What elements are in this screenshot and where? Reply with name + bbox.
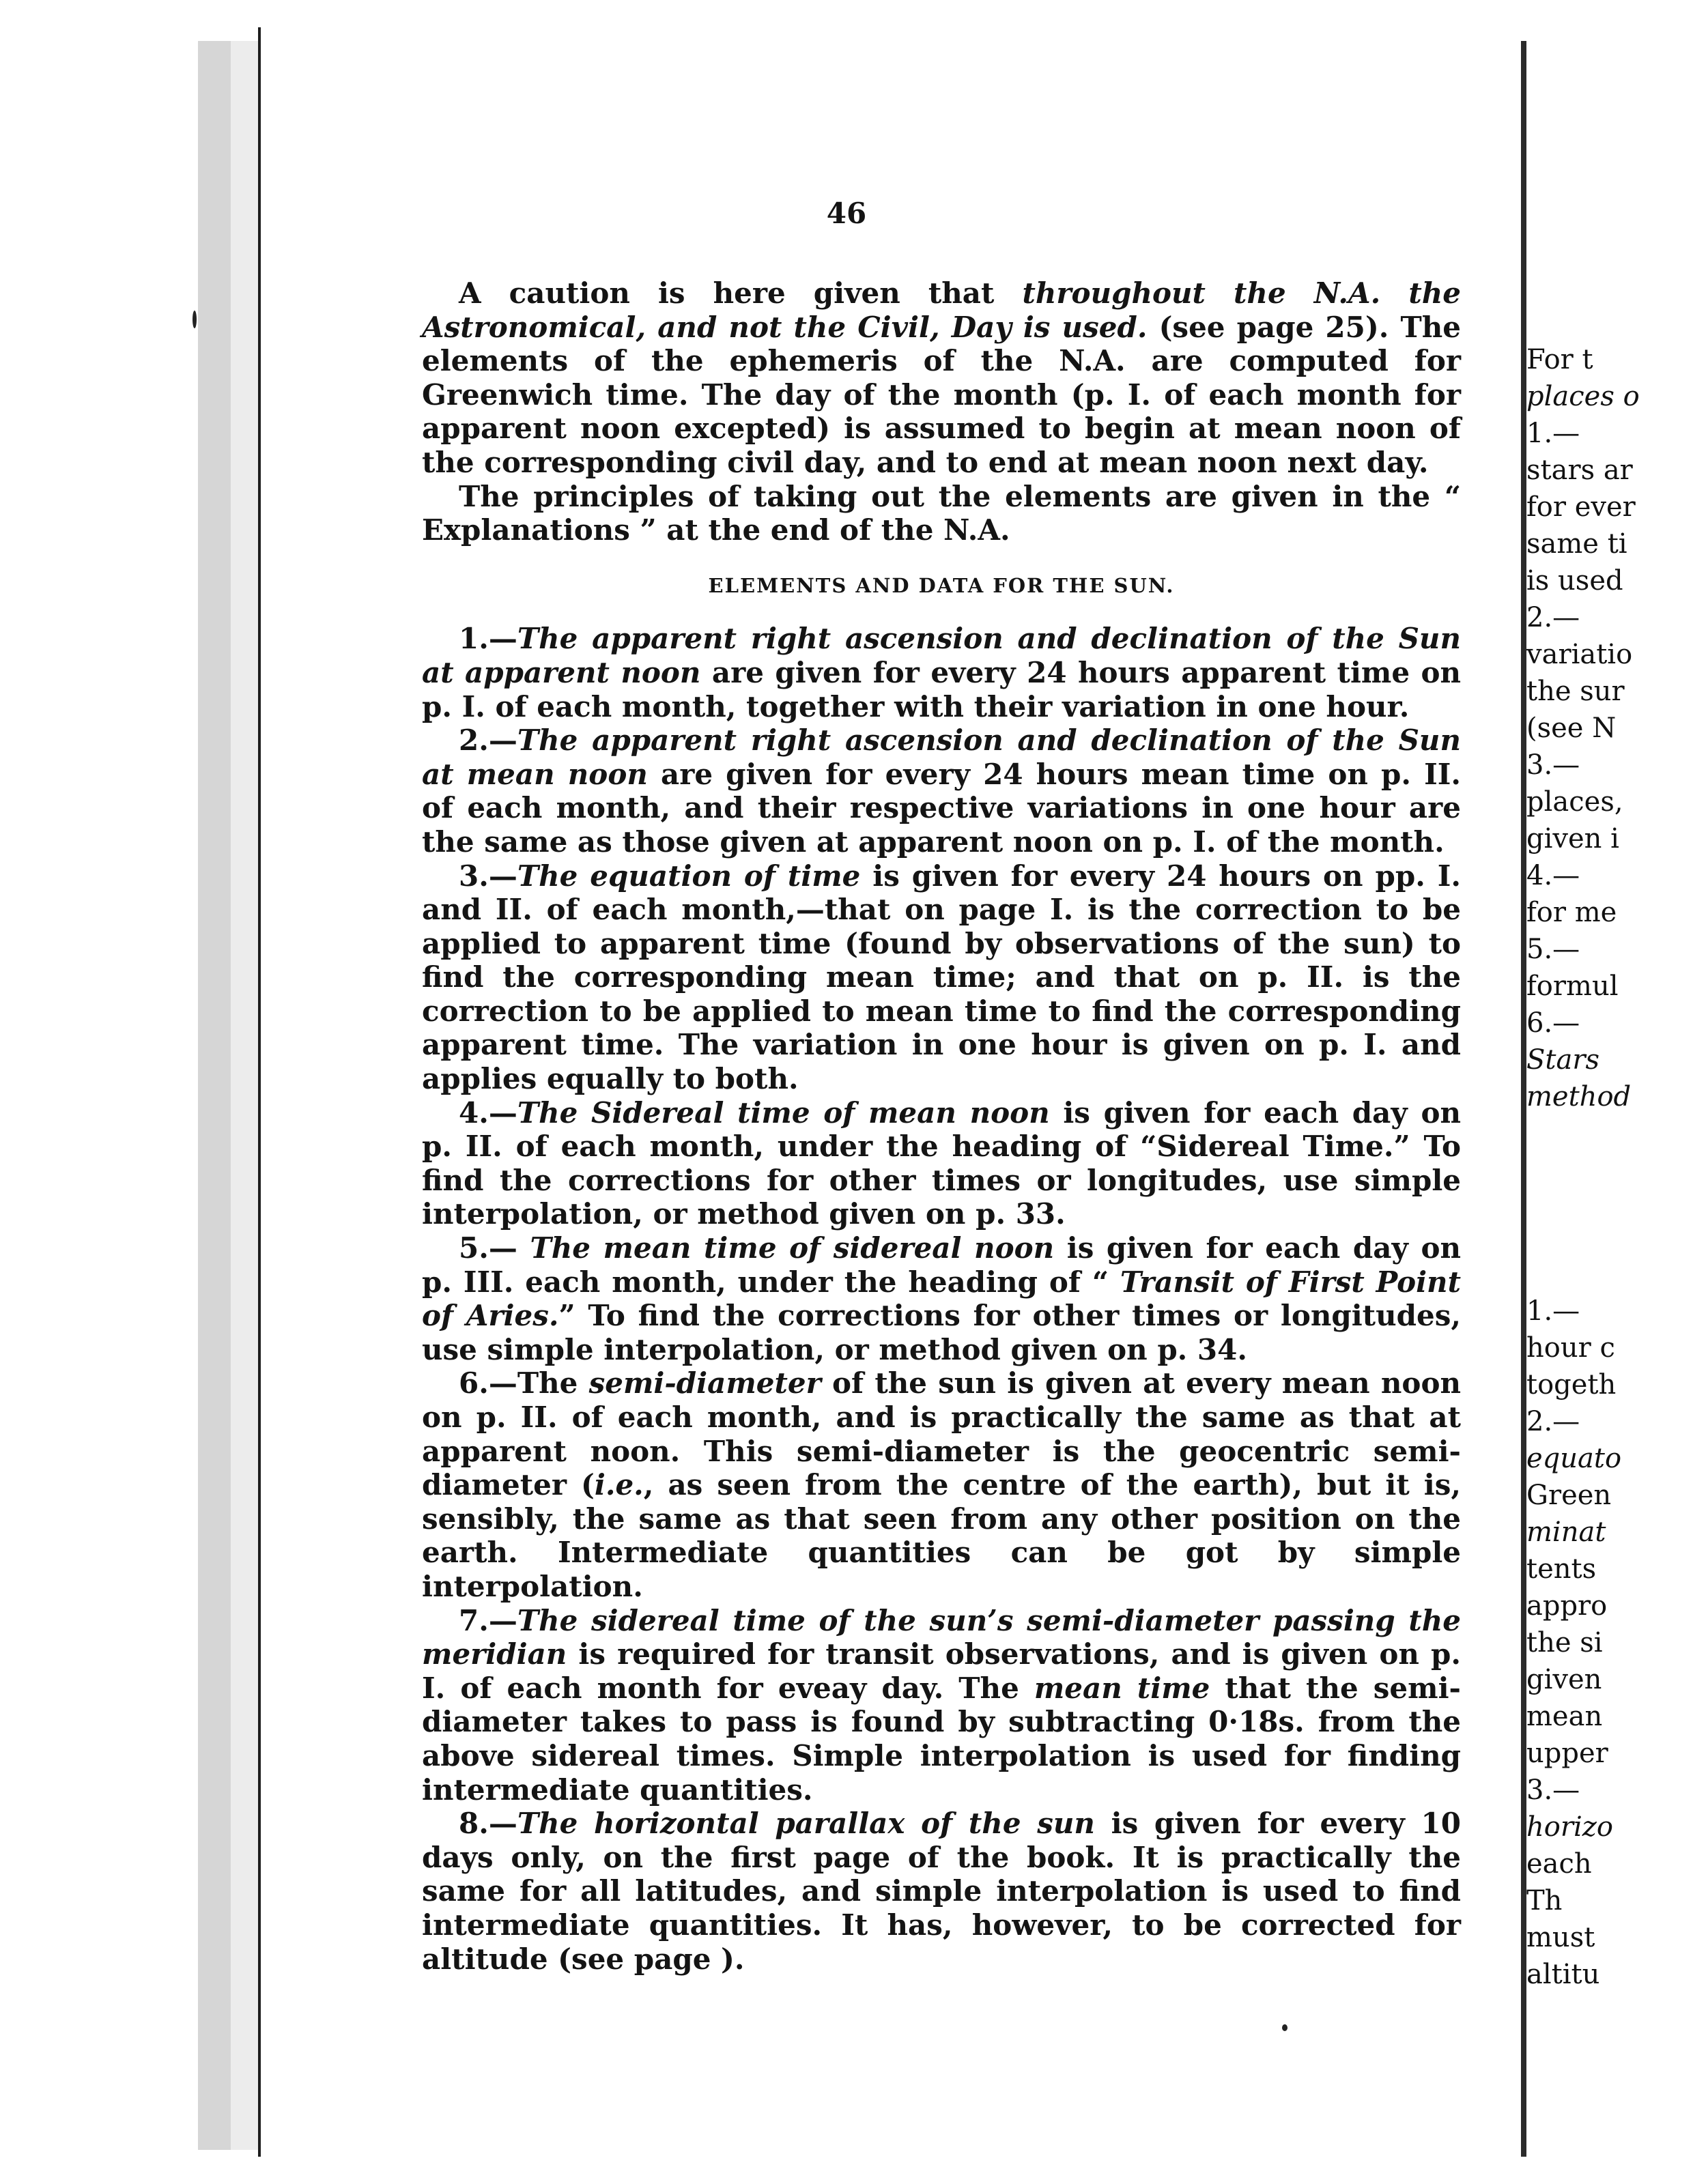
adjacent-line: for me bbox=[1526, 897, 1617, 928]
italic-text: The apparent right ascension and declination of the Sun at apparent noon bbox=[422, 622, 1461, 689]
adjacent-line: each bbox=[1526, 1848, 1592, 1880]
page-number: 46 bbox=[826, 197, 867, 230]
adjacent-page-upper-lines bbox=[1526, 341, 1693, 1115]
adjacent-line: for ever bbox=[1526, 491, 1636, 523]
italic-text: Transit of First Point of Aries. bbox=[422, 1265, 1461, 1333]
italic-text: throughout the N.A. the Astronomical, and not the Civil, Day is used. bbox=[422, 276, 1461, 344]
text-run: (see page 25). The elements of the ephemeris of the N.A. are computed for Greenwich time. The day of the month (p. I. of each month for apparent noon excepted) is assumed to begin at mean noon of the corresponding civil day, and to end at mean noon next day. bbox=[422, 310, 1461, 479]
adjacent-line: 3.— bbox=[1526, 749, 1580, 781]
text-run: 3.— bbox=[459, 859, 517, 893]
adjacent-line: stars ar bbox=[1526, 455, 1633, 486]
adjacent-line: altitu bbox=[1526, 1959, 1600, 1990]
adjacent-line: appro bbox=[1526, 1590, 1608, 1622]
adjacent-line: is used bbox=[1526, 565, 1623, 597]
text-run: that the semi-diameter takes to pass is found by subtracting 0·18s. from the above sidereal times. Simple interpolation is used for finding intermediate quantities. bbox=[422, 1671, 1461, 1807]
intro-paragraph bbox=[422, 480, 1461, 547]
italic-text: semi-diameter bbox=[588, 1366, 821, 1400]
text-run: 2.— bbox=[459, 723, 517, 758]
text-run: 5.— bbox=[459, 1231, 530, 1265]
adjacent-line: the sur bbox=[1526, 676, 1625, 707]
scan-gutter-shadow bbox=[198, 41, 231, 2150]
adjacent-line: upper bbox=[1526, 1738, 1608, 1769]
adjacent-line: 6.— bbox=[1526, 1007, 1580, 1039]
text-run: , as seen from the centre of the earth), but it is, sensibly, the same as that seen from any other position on the earth. Intermediate quantities can be got by simple interpolation. bbox=[422, 1468, 1461, 1603]
italic-text: mean time bbox=[1034, 1671, 1210, 1705]
adjacent-line: the si bbox=[1526, 1627, 1603, 1658]
text-run: 8.— bbox=[459, 1807, 517, 1841]
adjacent-line: equato bbox=[1526, 1443, 1622, 1474]
italic-text: The equation of time bbox=[517, 859, 861, 893]
scan-speck bbox=[193, 311, 197, 328]
text-run: 7.— bbox=[459, 1603, 517, 1637]
adjacent-line: Stars bbox=[1526, 1044, 1599, 1076]
adjacent-line: hour c bbox=[1526, 1332, 1615, 1364]
adjacent-line: Green bbox=[1526, 1480, 1612, 1511]
adjacent-line: 5.— bbox=[1526, 934, 1580, 965]
scan-gutter-margin bbox=[231, 41, 258, 2150]
numbered-item-8 bbox=[422, 1807, 1461, 1976]
numbered-item-2 bbox=[422, 723, 1461, 859]
adjacent-line: horizo bbox=[1526, 1811, 1613, 1843]
text-run: are given for every 24 hours mean time on p. II. of each month, and their respective variations in one hour are the same as those given at apparent noon on p. I. of the month. bbox=[422, 757, 1462, 859]
text-run: The principles of taking out the elements are given in the “ Explanations ” at the end of the N.A. bbox=[422, 479, 1461, 547]
adjacent-line: (see N bbox=[1526, 713, 1617, 744]
text-run: 1.— bbox=[459, 622, 517, 656]
numbered-item-7 bbox=[422, 1604, 1461, 1807]
numbered-item-3 bbox=[422, 859, 1461, 1096]
adjacent-line: tents bbox=[1526, 1553, 1597, 1585]
adjacent-line: given i bbox=[1526, 823, 1619, 854]
numbered-item-5 bbox=[422, 1231, 1461, 1366]
text-run: 6.—The bbox=[459, 1366, 589, 1400]
adjacent-line: 3.— bbox=[1526, 1774, 1580, 1806]
text-run: is given for each day on p. III. each month, under the heading of “ bbox=[422, 1231, 1462, 1299]
text-run: ” To find the corrections for other times or longitudes, use simple interpolation, or method given on p. 34. bbox=[422, 1299, 1461, 1366]
adjacent-line: 1.— bbox=[1526, 418, 1580, 449]
text-run: of the sun is given at every mean noon on p. II. of each month, and is practically the same as that at apparent noon. This semi-diameter is the geocentric semi-diameter ( bbox=[422, 1366, 1461, 1502]
adjacent-line: 1.— bbox=[1526, 1295, 1580, 1327]
page-body bbox=[422, 276, 1461, 1976]
adjacent-line: 2.— bbox=[1526, 1406, 1580, 1437]
text-run: is given for every 24 hours on pp. I. and II. of each month,—that on page I. is the correction to be applied to apparent time (found by observations of the sun) to find the corresponding mean time; and that on p. II. is the correction to be applied to mean time to find the corresponding apparent time. The variation in one hour is given on p. I. and applies equally to both. bbox=[422, 859, 1461, 1096]
adjacent-line: places, bbox=[1526, 786, 1623, 818]
adjacent-line: togeth bbox=[1526, 1369, 1617, 1400]
italic-text: The sidereal time of the sun’s semi-diameter passing the meridian bbox=[422, 1603, 1461, 1671]
text-run: 4.— bbox=[459, 1095, 517, 1130]
adjacent-line: For t bbox=[1526, 344, 1593, 375]
text-run: is required for transit observations, and is given on p. I. of each month for eveay day. The bbox=[422, 1637, 1461, 1705]
section-heading: ELEMENTS AND DATA FOR THE SUN. bbox=[708, 573, 1175, 597]
adjacent-line: mean bbox=[1526, 1701, 1603, 1732]
adjacent-line: formul bbox=[1526, 971, 1619, 1002]
adjacent-page-edge bbox=[1521, 41, 1526, 2157]
page-left-edge bbox=[258, 27, 261, 2157]
intro-paragraph bbox=[422, 276, 1461, 480]
adjacent-line: 2.— bbox=[1526, 602, 1580, 633]
text-run: are given for every 24 hours apparent time on p. I. of each month, together with their variation in one hour. bbox=[422, 655, 1462, 723]
adjacent-line: method bbox=[1526, 1081, 1632, 1112]
italic-text: i.e. bbox=[594, 1468, 644, 1502]
italic-text: The Sidereal time of mean noon bbox=[517, 1095, 1050, 1130]
numbered-item-1 bbox=[422, 622, 1461, 723]
adjacent-line: Th bbox=[1526, 1885, 1563, 1916]
adjacent-line: variatio bbox=[1526, 639, 1633, 670]
text-run: is given for every 10 days only, on the first page of the book. It is practically the same for all latitudes, and simple interpolation is used to find intermediate quantities. It has, however, to be corrected for altitude (see page ). bbox=[422, 1807, 1461, 1976]
adjacent-page-gap bbox=[1526, 1115, 1693, 1293]
text-run: A caution is here given that bbox=[459, 276, 1023, 310]
adjacent-line: given bbox=[1526, 1664, 1602, 1695]
adjacent-line: 4.— bbox=[1526, 860, 1580, 891]
italic-text: The horizontal parallax of the sun bbox=[517, 1807, 1095, 1841]
adjacent-line: places o bbox=[1526, 381, 1640, 412]
adjacent-line: same ti bbox=[1526, 528, 1627, 560]
adjacent-line: minat bbox=[1526, 1517, 1606, 1548]
italic-text: The apparent right ascension and declination of the Sun at mean noon bbox=[422, 723, 1461, 791]
numbered-items bbox=[422, 622, 1461, 1976]
scan-speck bbox=[1282, 2024, 1287, 2031]
italic-text: The mean time of sidereal noon bbox=[530, 1231, 1055, 1265]
text-run: is given for each day on p. II. of each month, under the heading of “Sidereal Time.” To find the corrections for other times or longitudes, use simple interpolation, or method given on p. 33. bbox=[422, 1095, 1461, 1231]
adjacent-line: must bbox=[1526, 1922, 1595, 1953]
numbered-item-6 bbox=[422, 1366, 1461, 1603]
adjacent-page-lower-lines bbox=[1526, 1293, 1693, 1993]
adjacent-page-fragment bbox=[1526, 341, 1693, 2184]
numbered-item-4 bbox=[422, 1096, 1461, 1231]
